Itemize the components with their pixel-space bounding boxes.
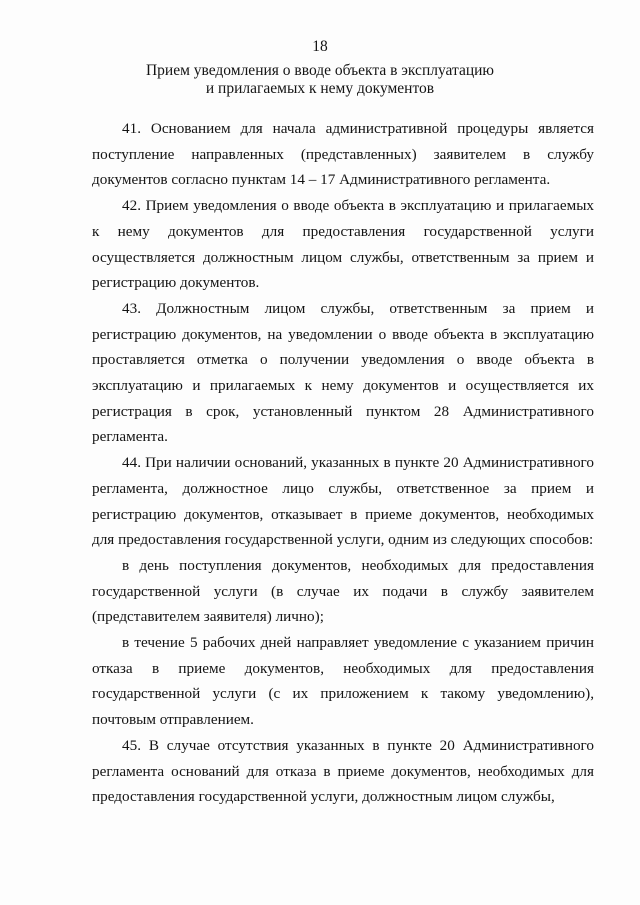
paragraph-44-option-2: в течение 5 рабочих дней направляет уведомление с указанием причин отказа в приеме документов, необходимых для предоставления государственной услуги (с их приложением к такому уведомлению), почтовым отправлением. (92, 634, 594, 729)
paragraph-45: 45. В случае отсутствия указанных в пункте 20 Административного регламента оснований для отказа в приеме документов, необходимых для предоставления государственной услуги, должностным лицом службы, (92, 736, 594, 806)
paragraph-43: 43. Должностным лицом службы, ответственным за прием и регистрацию документов, на уведомлении о вводе объекта в эксплуатацию проставляется отметка о получении уведомления о вводе объекта в эксплуатацию и прилагаемых к нему документов и осуществляется их регистрация в срок, установленный пунктом 28 Административного регламента. (92, 299, 594, 446)
section-title-line-1: Прием уведомления о вводе объекта в эксплуатацию (145, 62, 495, 79)
paragraph-42: 42. Прием уведомления о вводе объекта в эксплуатацию и прилагаемых к нему документов для предоставления государственной услуги осуществляется должностным лицом службы, ответственным за прием и регистрацию документов. (92, 197, 594, 292)
document-body (92, 116, 594, 810)
paragraph-41: 41. Основанием для начала административной процедуры является поступление направленных (представленных) заявителем в службу документов согласно пунктам 14 – 17 Административного регламента. (92, 120, 594, 189)
page-number: 18 (312, 38, 328, 55)
paragraph-44: 44. При наличии оснований, указанных в пункте 20 Административного регламента, должностное лицо службы, ответственное за прием и регистрацию документов, отказывает в приеме документов, необходимых для предоставления государственной услуги, одним из следующих способов: (92, 454, 594, 549)
paragraph-44-option-1: в день поступления документов, необходимых для предоставления государственной услуги (в случае их подачи в службу заявителем (представителем заявителя) лично); (92, 556, 594, 626)
section-title-line-2: и прилагаемых к нему документов (205, 80, 435, 97)
section-title (60, 62, 580, 98)
